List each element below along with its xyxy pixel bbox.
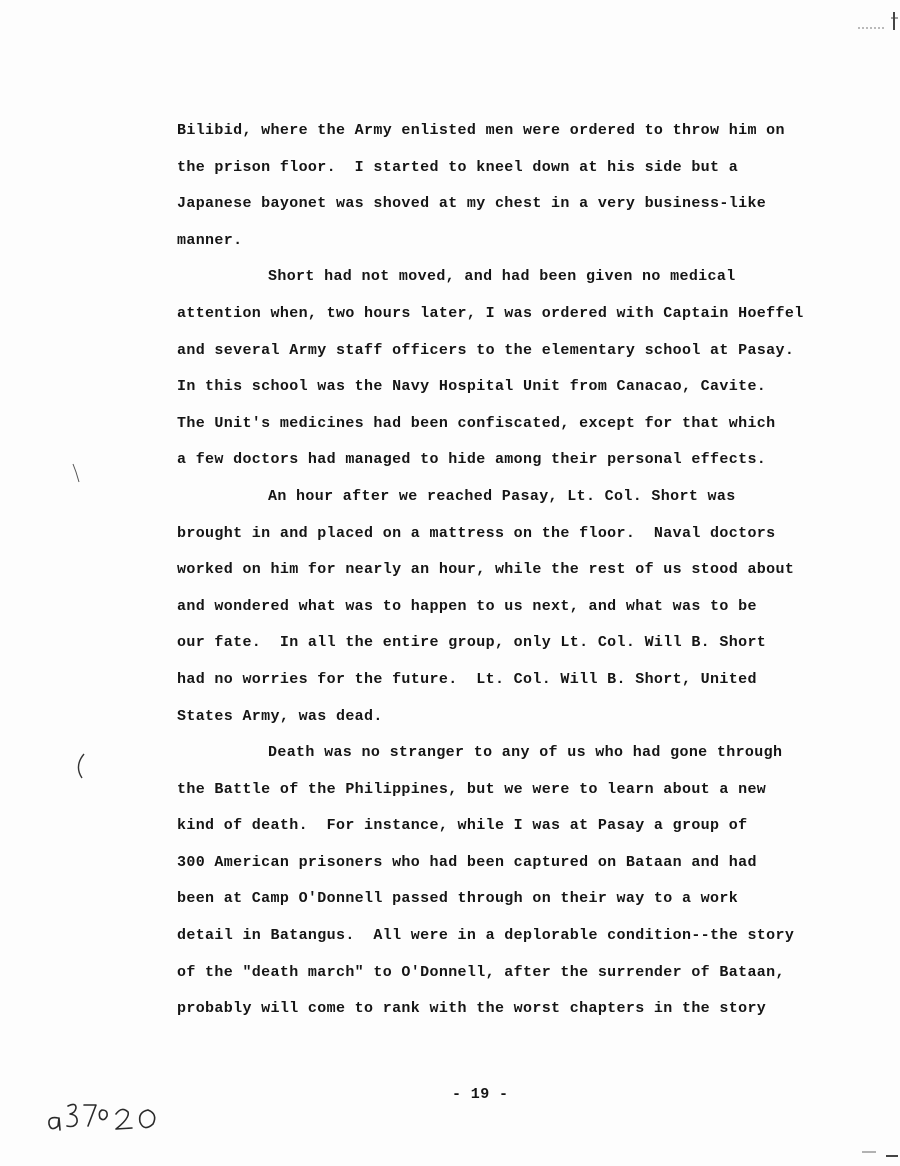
text-line: The Unit's medicines had been confiscated, except for that which bbox=[177, 414, 776, 432]
text-line: and wondered what was to happen to us next, and what was to be bbox=[177, 597, 757, 615]
text-line: brought in and placed on a mattress on the floor. Naval doctors bbox=[177, 524, 776, 542]
text-line: our fate. In all the entire group, only Lt. Col. Will B. Short bbox=[177, 634, 767, 652]
corner-scan-mark bbox=[850, 8, 900, 34]
text-line: probably will come to rank with the worst chapters in the story bbox=[177, 1000, 767, 1018]
text-line: the Battle of the Philippines, but we were to learn about a new bbox=[177, 780, 767, 798]
text-line: kind of death. For instance, while I was at Pasay a group of bbox=[177, 817, 748, 835]
text-line: Japanese bayonet was shoved at my chest in a very business-like bbox=[177, 195, 767, 213]
text-line: detail in Batangus. All were in a deplorable condition--the story bbox=[177, 927, 795, 945]
text-line: of the "death march" to O'Donnell, after the surrender of Bataan, bbox=[177, 963, 785, 981]
text-line: attention when, two hours later, I was ordered with Captain Hoeffel bbox=[177, 304, 804, 322]
text-line: In this school was the Navy Hospital Unit from Canacao, Cavite. bbox=[177, 378, 767, 396]
text-line: and several Army staff officers to the elementary school at Pasay. bbox=[177, 341, 795, 359]
page-number: - 19 - bbox=[452, 1086, 509, 1103]
text-line: worked on him for nearly an hour, while the rest of us stood about bbox=[177, 561, 795, 579]
body-text bbox=[177, 116, 807, 1031]
text-line: 300 American prisoners who had been captured on Bataan and had bbox=[177, 853, 757, 871]
text-line: had no worries for the future. Lt. Col. Will B. Short, United bbox=[177, 670, 757, 688]
text-line: the prison floor. I started to kneel down at his side but a bbox=[177, 158, 739, 176]
text-line: been at Camp O'Donnell passed through on their way to a work bbox=[177, 890, 739, 908]
margin-bracket-mark bbox=[72, 752, 92, 782]
text-line: States Army, was dead. bbox=[177, 707, 383, 725]
text-line: An hour after we reached Pasay, Lt. Col. Short was bbox=[268, 487, 736, 505]
text-line: Bilibid, where the Army enlisted men were ordered to throw him on bbox=[177, 122, 785, 139]
margin-scan-mark bbox=[70, 462, 82, 484]
text-line: Death was no stranger to any of us who had gone through bbox=[268, 744, 783, 762]
handwritten-id-mark bbox=[44, 1092, 174, 1134]
text-line: Short had not moved, and had been given no medical bbox=[268, 268, 736, 286]
text-line: a few doctors had managed to hide among their personal effects. bbox=[177, 451, 767, 469]
bottom-corner-mark bbox=[860, 1148, 900, 1162]
text-line: manner. bbox=[177, 231, 243, 249]
